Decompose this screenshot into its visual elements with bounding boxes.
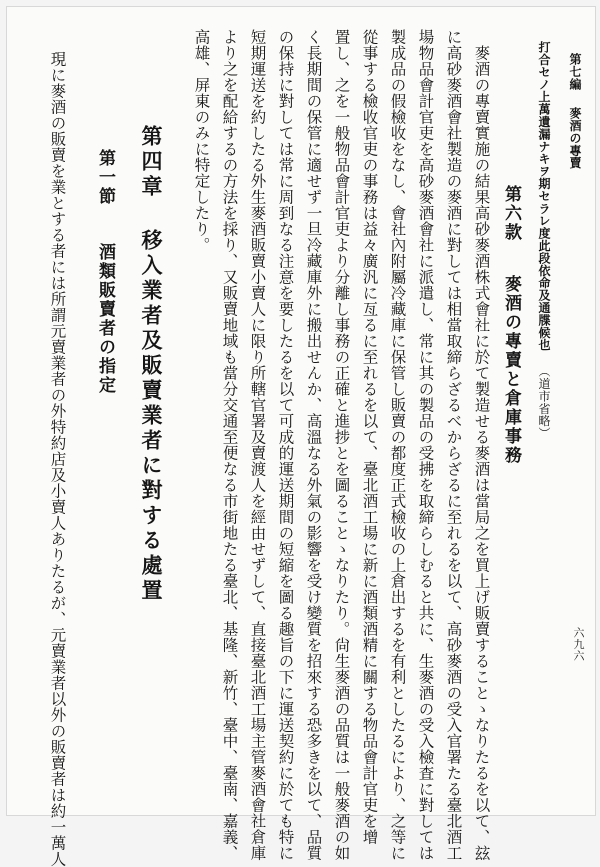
edict-line: 打合セノ上萬遺漏ナキヲ期セラレ度此段依命及通牒候也 [537, 41, 551, 351]
text-line-1: 麥酒の專賣實施の結果高砂麥酒株式會社に於て製造せる麥酒は當局之を買上げ販賣することゝなりたるを以て、玆 [472, 45, 491, 861]
text-line-7: く長期間の保管に適せず一旦冷藏庫外に搬出せんか、高溫なる外氣の影響を受け變質を招來する恐多きを以て、品質 [304, 29, 323, 861]
chapter-title: 移入業者及販賣業者に對する處置 [139, 229, 164, 604]
subsection-title: 酒類販賣者の指定 [95, 243, 115, 395]
chapter-marker: 第七編 [568, 53, 582, 91]
subsection-number: 第一節 [95, 149, 115, 206]
running-title: 麥酒の專賣 [568, 107, 582, 169]
book-page [6, 6, 596, 867]
text-line-5: 從事する檢收官吏の事務は益々廣汎に亙るに至れるを以て、臺北酒工場に新に酒類酒精に關する物品會計官吏を增 [360, 29, 379, 845]
text-line-12: 現に麥酒の販賣を業とする者には所謂元賣業者の外特約店及小賣人ありたるが、元賣業者以外の販賣者は約一萬人 [48, 51, 67, 867]
section-subject: 麥酒の專賣と倉庫事務 [501, 275, 521, 465]
text-line-4: 製成品の假檢收をなし、會社內附屬冷藏庫に保管し販賣の都度正式檢收の上倉出するを有利としたるにより、之等に [388, 29, 407, 861]
page-number: 六九六 [572, 627, 585, 662]
text-line-3: 場物品會計官吏を高砂麥酒會社に派遣し、常に其の製品の受拂を取締らしむると共に、生麥酒の受入檢査に對しては [416, 29, 435, 861]
text-line-8: の保持に對しては常に周到なる注意を要したるを以て可成的運送期間の短縮を圖る趣旨の下に運送契約に於ても特に [276, 29, 295, 861]
text-line-10: より之を配給するの方法を採り、又販賣地域も當分交通至便なる市街地たる臺北、基隆、新竹、臺中、臺南、嘉義、 [220, 29, 239, 861]
text-line-9: 短期運送を約したる外生麥酒販賣小賣人に限り所轄官署及賣渡人を經由せずして、直接臺北酒工場主管麥酒會社倉庫 [248, 29, 267, 861]
text-line-11: 高雄、屏東のみに特定したり。 [192, 29, 211, 253]
chapter-number: 第四章 [139, 125, 164, 200]
section-title: 第六款 [501, 185, 521, 242]
text-line-6: 置し、之を一般物品會計官吏より分離し事務の正確と進捗とを圖ることゝなりたり。尙生麥酒の品質は一般麥酒の如 [332, 29, 351, 861]
edict-note: （道市省略） [537, 365, 551, 440]
text-line-2: に高砂麥酒會社製造の麥酒に對しては相當取締らざるべからざるに至れるを以て、高砂麥酒の受入官署たる臺北酒工 [444, 29, 463, 861]
